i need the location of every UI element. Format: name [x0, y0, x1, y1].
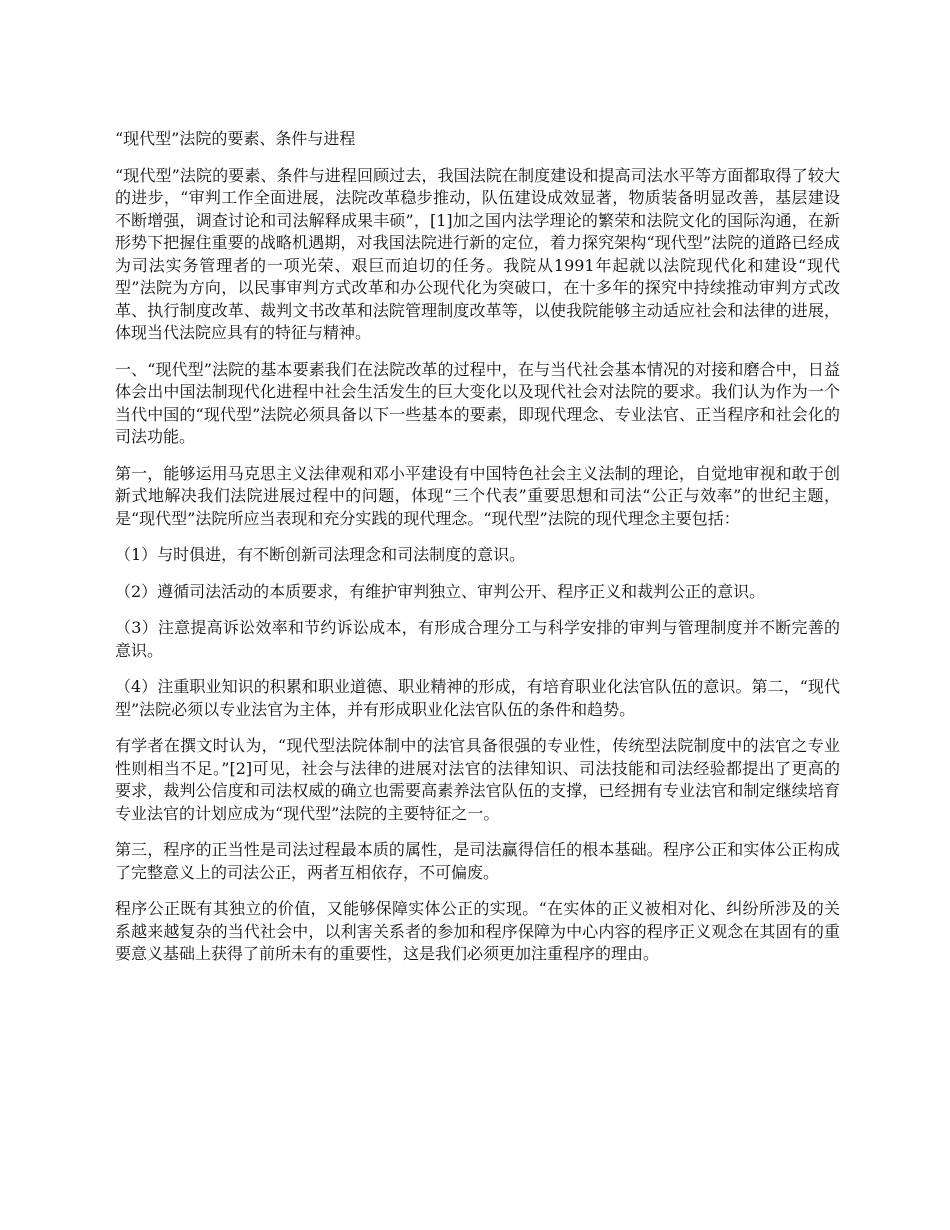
paragraph-scholar: 有学者在撰文时认为，“现代型法院体制中的法官具备很强的专业性，传统型法院制度中的法官之专业性则相当不足。”[2]可见，社会与法律的进展对法官的法律知识、司法技能和司法经验都提出了更高的要求，裁判公信度和司法权威的确立也需要高素养法官队伍的支撑，已经拥有专业法官和制定继续培育专业法官的计划应成为“现代型”法院的主要特征之一。 [115, 736, 840, 823]
list-item-1: （1）与时俱进，有不断创新司法理念和司法制度的意识。 [115, 545, 526, 564]
paragraph-intro: “现代型”法院的要素、条件与进程回顾过去，我国法院在制度建设和提高司法水平等方面都取得了较大的进步，“审判工作全面进展，法院改革稳步推动，队伍建设成效显著，物质装备明显改善，基层建设不断增强，调查讨论和司法解释成果丰硕”，[1]加之国内法学理论的繁荣和法院文化的国际沟通，在新形势下把握住重要的战略机遇期，对我国法院进行新的定位，着力探究架构“现代型”法院的道路已经成为司法实务管理者的一项光荣、艰巨而迫切的任务。我院从1991年起就以法院现代化和建设“现代型”法院为方向，以民事审判方式改革和办公现代化为突破口，在十多年的探究中持续推动审判方式改革、执行制度改革、裁判文书改革和法院管理制度改革等，以使我院能够主动适应社会和法律的进展，体现当代法院应具有的特征与精神。 [115, 165, 840, 342]
document-title: “现代型”法院的要素、条件与进程 [115, 129, 356, 148]
document-page [115, 128, 840, 980]
paragraph-third: 第三，程序的正当性是司法过程最本质的属性，是司法赢得信任的根本基础。程序公正和实体公正构成了完整意义上的司法公正，两者互相依存，不可偏废。 [115, 840, 840, 882]
list-item-4: （4）注重职业知识的积累和职业道德、职业精神的形成，有培育职业化法官队伍的意识。第二，“现代型”法院必须以专业法官为主体，并有形成职业化法官队伍的条件和趋势。 [115, 677, 840, 719]
list-item-3: （3）注意提高诉讼效率和节约诉讼成本，有形成合理分工与科学安排的审判与管理制度并不断完善的意识。 [115, 618, 840, 660]
list-item-2: （2）遵循司法活动的本质要求，有维护审判独立、审判公开、程序正义和裁判公正的意识。 [115, 581, 766, 601]
paragraph-procedure: 程序公正既有其独立的价值，又能够保障实体公正的实现。“在实体的正义被相对化、纠纷所涉及的关系越来越复杂的当代社会中，以利害关系者的参加和程序保障为中心内容的程序正义观念在其固有的重要意义基础上获得了前所未有的重要性，这是我们必须更加注重程序的理由。 [115, 899, 840, 963]
paragraph-basic-elements: 一、“现代型”法院的基本要素我们在法院改革的过程中，在与当代社会基本情况的对接和磨合中，日益体会出中国法制现代化进程中社会生活发生的巨大变化以及现代社会对法院的要求。我们认为作为一个当代中国的“现代型”法院必须具备以下一些基本的要素，即现代理念、专业法官、正当程序和社会化的司法功能。 [115, 359, 840, 446]
paragraph-first: 第一，能够运用马克思主义法律观和邓小平建设有中国特色社会主义法制的理论，自觉地审视和敢于创新式地解决我们法院进展过程中的问题，体现“三个代表”重要思想和司法“公正与效率”的世纪主题，是“现代型”法院所应当表现和充分实践的现代理念。“现代型”法院的现代理念主要包括： [115, 463, 840, 528]
